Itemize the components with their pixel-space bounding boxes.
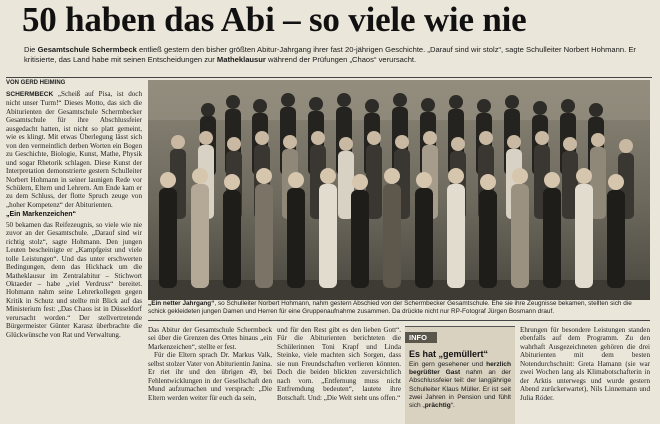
info-bold-1: herzlich begrüßter Gast [409, 361, 511, 377]
article-column-5 [520, 326, 650, 424]
column-2-paragraph-2: Für die Eltern sprach Dr. Markus Valk, selbst stolzer Vater von Abiturientin Janina. Er riet ihr und den übrigen 49, bei Fehlentwicklungen in der Gesellschaft den Mund aufzumachen und versprach: „Die Eltern werden weiter für euch da sein, [148, 351, 272, 402]
headline: 50 haben das Abi – so viele wie nie [22, 0, 527, 39]
column-1-paragraph-2: 50 bekamen das Reifezeugnis, so viele wie nie zuvor an der Gesamtschule. „Darauf sind wir richtig stolz“, sagte Hohmann. Den jungen Leuten bescheinigte er „Kampfgeist und viele tolle Leistungen“. Und das unter erschwerten Bedingungen, denn das Hickhack um die Matheklausur im Zentralabitur – Stichwort Oktaeder – habe „viel Verdruss“ bereitet. Hohmann nahm seine Lehrerkollegen gegen Kritik in Schutz und stellte mit Blick auf das Ministerium fest: „Das Chaos ist in Düsseldorf verursacht worden.“ Der stellvertretende Bürgermeister Günter Karasz überbrachte die Glückwünsche von Rat und Verwaltung. [6, 220, 142, 339]
info-text-1: Ein gern gesehener und [409, 361, 487, 368]
column-1-text-1: „Scheiß auf Pisa, ist doch nicht unser Turm!“ Dieses Motto, das sich die Abiturienten der Gesamtschule Schermbecker Gesamtschule für ihre Abschlussfeier ausgedacht hatten, ist nicht so platt gemeint, wie es klingt. Mit etwas Überlegung lässt sich von den vermeintlich derben Worten ein Bogen zu Geschichte, Biologie, Kunst, Mathe, Physik und sogar Rhetorik schlagen. Diese Kunst der Interpretation demonstrierte gestern Schulleiter Norbert Hohmann in seiner launigen Rede vor Schülern, Eltern und Lehrern. Am Ende kam er zu dem Schluss, der flotte Spruch zeuge von „hoher Kompetenz“ der Abiturienten. [6, 90, 142, 209]
article-column-1 [6, 90, 142, 424]
group-photo [148, 80, 650, 300]
article-column-3 [277, 326, 401, 424]
info-box [405, 326, 515, 424]
photo-caption [148, 300, 650, 317]
info-text [405, 361, 515, 410]
caption-text: , so Schulleiter Norbert Hohmann, nahm gestern Abschied von der Schermbecker Gesamtschule. Ehe sie ihre Zeugnisse bekamen, stellten sich die schick gekleideten jungen Damen und Herren für eine Gruppenaufnahme zusammen. Da drückte nicht nur RP-Fotograf Jürgen Bosmann drauf. [148, 300, 632, 316]
info-title: Es hat „gemüllert“ [409, 349, 489, 359]
lead-exam: Matheklausur [216, 55, 266, 65]
info-label: INFO [405, 332, 437, 343]
info-bold-2: prächtig [424, 402, 451, 410]
article-column-2 [148, 326, 272, 424]
lead-text-1: Die [24, 45, 38, 54]
lead-paragraph [24, 45, 636, 66]
info-text-3: “. [450, 402, 455, 410]
lead-divider [6, 77, 652, 78]
lead-school: Gesamtschule Schermbeck [37, 45, 137, 54]
column-2-paragraph-1: Das Abitur der Gesamtschule Schermbeck sei über die Grenzen des Ortes hinaus „ein Markenzeichen“, stellte er fest. [148, 326, 272, 351]
caption-divider [148, 320, 650, 321]
byline: VON GERD HEIMING [6, 80, 66, 86]
lead-text-2: entließ gestern den bisher größten Abitur-Jahrgang ihrer fast 20-jährigen Geschichte. „Darauf sind wir stolz“, sagte Schulleiter Norbert Hohmann. Er kritisierte, das Land habe mit seinen Entscheidungen zur [24, 45, 636, 65]
info-text-2: nahm an der Abschlussfeier teil: der langjährige Schulleiter Klaus Müller. Er ist seit zwei Jahren in Pension und fühlt sich „ [409, 369, 511, 410]
subheading: „Ein Markenzeichen“ [6, 211, 77, 219]
dateline: SCHERMBECK [6, 91, 54, 98]
caption-lead: „Ein netter Jahrgang“ [148, 300, 215, 307]
group-photo-image [148, 80, 650, 300]
lead-text-3: während der Prüfungen „Chaos“ verursacht. [265, 55, 417, 65]
column-1-paragraph-1 [6, 90, 142, 209]
column-3-paragraph-1: und für den Rest gibt es den lieben Gott“. Für die Abiturienten berichteten die Schülerinnen Toni Krapf und Linda Steinke, viele machten sich Sorgen, dass sie nun Freundschaften verlieren könnten. Doch die beiden blickten zuversichtlich nach vorn. „Entfernung muss nicht Entfremdung bedeuten“, lautete ihre Botschaft. Und: „Die Welt steht uns offen.“ [277, 326, 401, 402]
column-5-paragraph-1: Ehrungen für besondere Leistungen standen ebenfalls auf dem Programm. Zu den wahrhaft Ausgezeichneten gehören die drei Abiturienten mit dem besten Notendurchschnitt: Greta Hamann (sie war zwei Wochen lang als Klimabotschafterin in der Arktis unterwegs und wurde gestern Abend zurückerwartet), Nils Linnemann und Julia Röder. [520, 326, 650, 402]
